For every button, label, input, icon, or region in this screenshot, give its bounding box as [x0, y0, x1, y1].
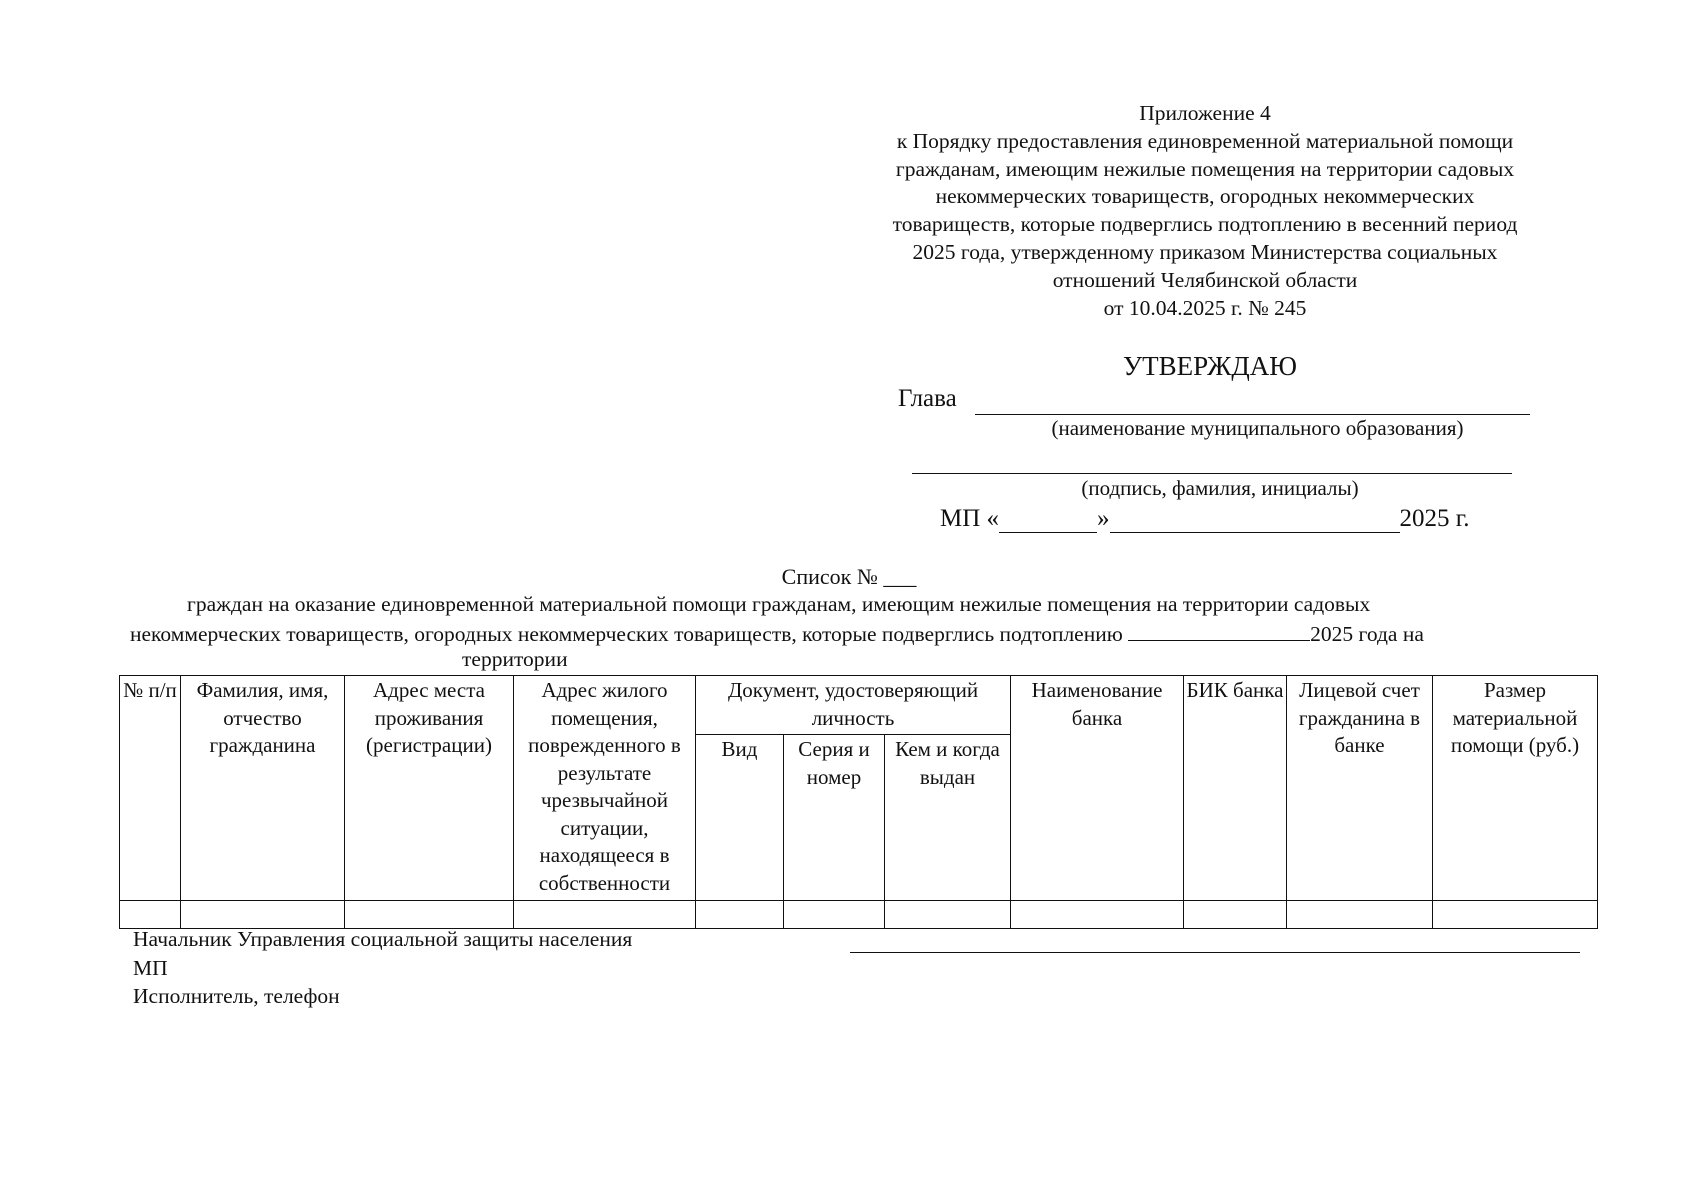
table-cell [784, 901, 885, 929]
list-title: Список № ___ [781, 564, 917, 589]
header-cell-doc-issued: Кем и когда выдан [885, 735, 1011, 901]
header-cell-number: № п/п [120, 676, 181, 901]
header-cell-bank: Наименование банка [1011, 676, 1184, 901]
signature-line [912, 473, 1512, 474]
appendix-line: от 10.04.2025 г. № 245 [1103, 295, 1307, 320]
head-label: Глава [898, 385, 957, 412]
approval-date-row [940, 505, 1469, 533]
list-description-line: территории [462, 647, 568, 671]
header-cell-doc-type: Вид [696, 735, 784, 901]
header-cell-name: Фамилия, имя, отчество гражданина [181, 676, 345, 901]
appendix-line: некоммерческих товариществ, огородных некоммерческих [935, 184, 1475, 209]
period-blank [1128, 620, 1310, 641]
list-line2-start: некоммерческих товариществ, огородных некоммерческих товариществ, которые подверглись подтоплению [130, 622, 1123, 646]
header-cell-account: Лицевой счет гражданина в банке [1287, 676, 1433, 901]
municipality-caption: (наименование муниципального образования) [1051, 416, 1464, 440]
appendix-line: Приложение 4 [1139, 101, 1271, 125]
head-signature-line [975, 414, 1530, 415]
header-cell-document: Документ, удостоверяющий личность [696, 676, 1011, 735]
appendix-line: 2025 года, утвержденному приказом Министерства социальных [912, 239, 1498, 264]
footer-block [133, 925, 632, 1011]
citizens-table [119, 675, 1598, 929]
list-description-line: граждан на оказание единовременной материальной помощи гражданам, имеющим нежилые помещения на территории садовых [187, 592, 1371, 616]
appendix-line: к Порядку предоставления единовременной материальной помощи [896, 128, 1514, 153]
header-cell-doc-series: Серия и номер [784, 735, 885, 901]
chief-signature-label: Начальник Управления социальной защиты населения [133, 927, 633, 951]
appendix-line: гражданам, имеющим нежилые помещения на территории садовых [895, 156, 1515, 181]
month-blank [1110, 508, 1400, 533]
quote-close: » [1097, 505, 1110, 532]
header-cell-damaged-address: Адрес жилого помещения, поврежденного в результате чрезвычайной ситуации, находящееся в собственности [514, 676, 696, 901]
footer-stamp-label: МП [133, 955, 168, 980]
table-header-row [120, 676, 1598, 735]
table-cell [1287, 901, 1433, 929]
table-cell [1433, 901, 1598, 929]
stamp-label: МП « [940, 505, 1000, 532]
executor-label: Исполнитель, телефон [133, 984, 340, 1008]
chief-signature-line [850, 952, 1580, 953]
day-blank [999, 508, 1097, 533]
approval-heading: УТВЕРЖДАЮ [1122, 351, 1298, 381]
table-cell [885, 901, 1011, 929]
appendix-line: товариществ, которые подверглись подтоплению в весенний период [892, 212, 1518, 237]
header-cell-amount: Размер материальной помощи (руб.) [1433, 676, 1598, 901]
list-description-line [130, 620, 1424, 647]
table-cell [1184, 901, 1287, 929]
list-line2-end: 2025 года на [1310, 622, 1424, 646]
signature-caption: (подпись, фамилия, инициалы) [1081, 476, 1359, 500]
appendix-header [845, 100, 1565, 322]
header-cell-reg-address: Адрес места проживания (регистрации) [345, 676, 514, 901]
table-cell [1011, 901, 1184, 929]
appendix-line: отношений Челябинской области [1052, 267, 1358, 292]
table-cell [696, 901, 784, 929]
approval-year: 2025 г. [1399, 505, 1470, 532]
header-cell-bik: БИК банка [1184, 676, 1287, 901]
